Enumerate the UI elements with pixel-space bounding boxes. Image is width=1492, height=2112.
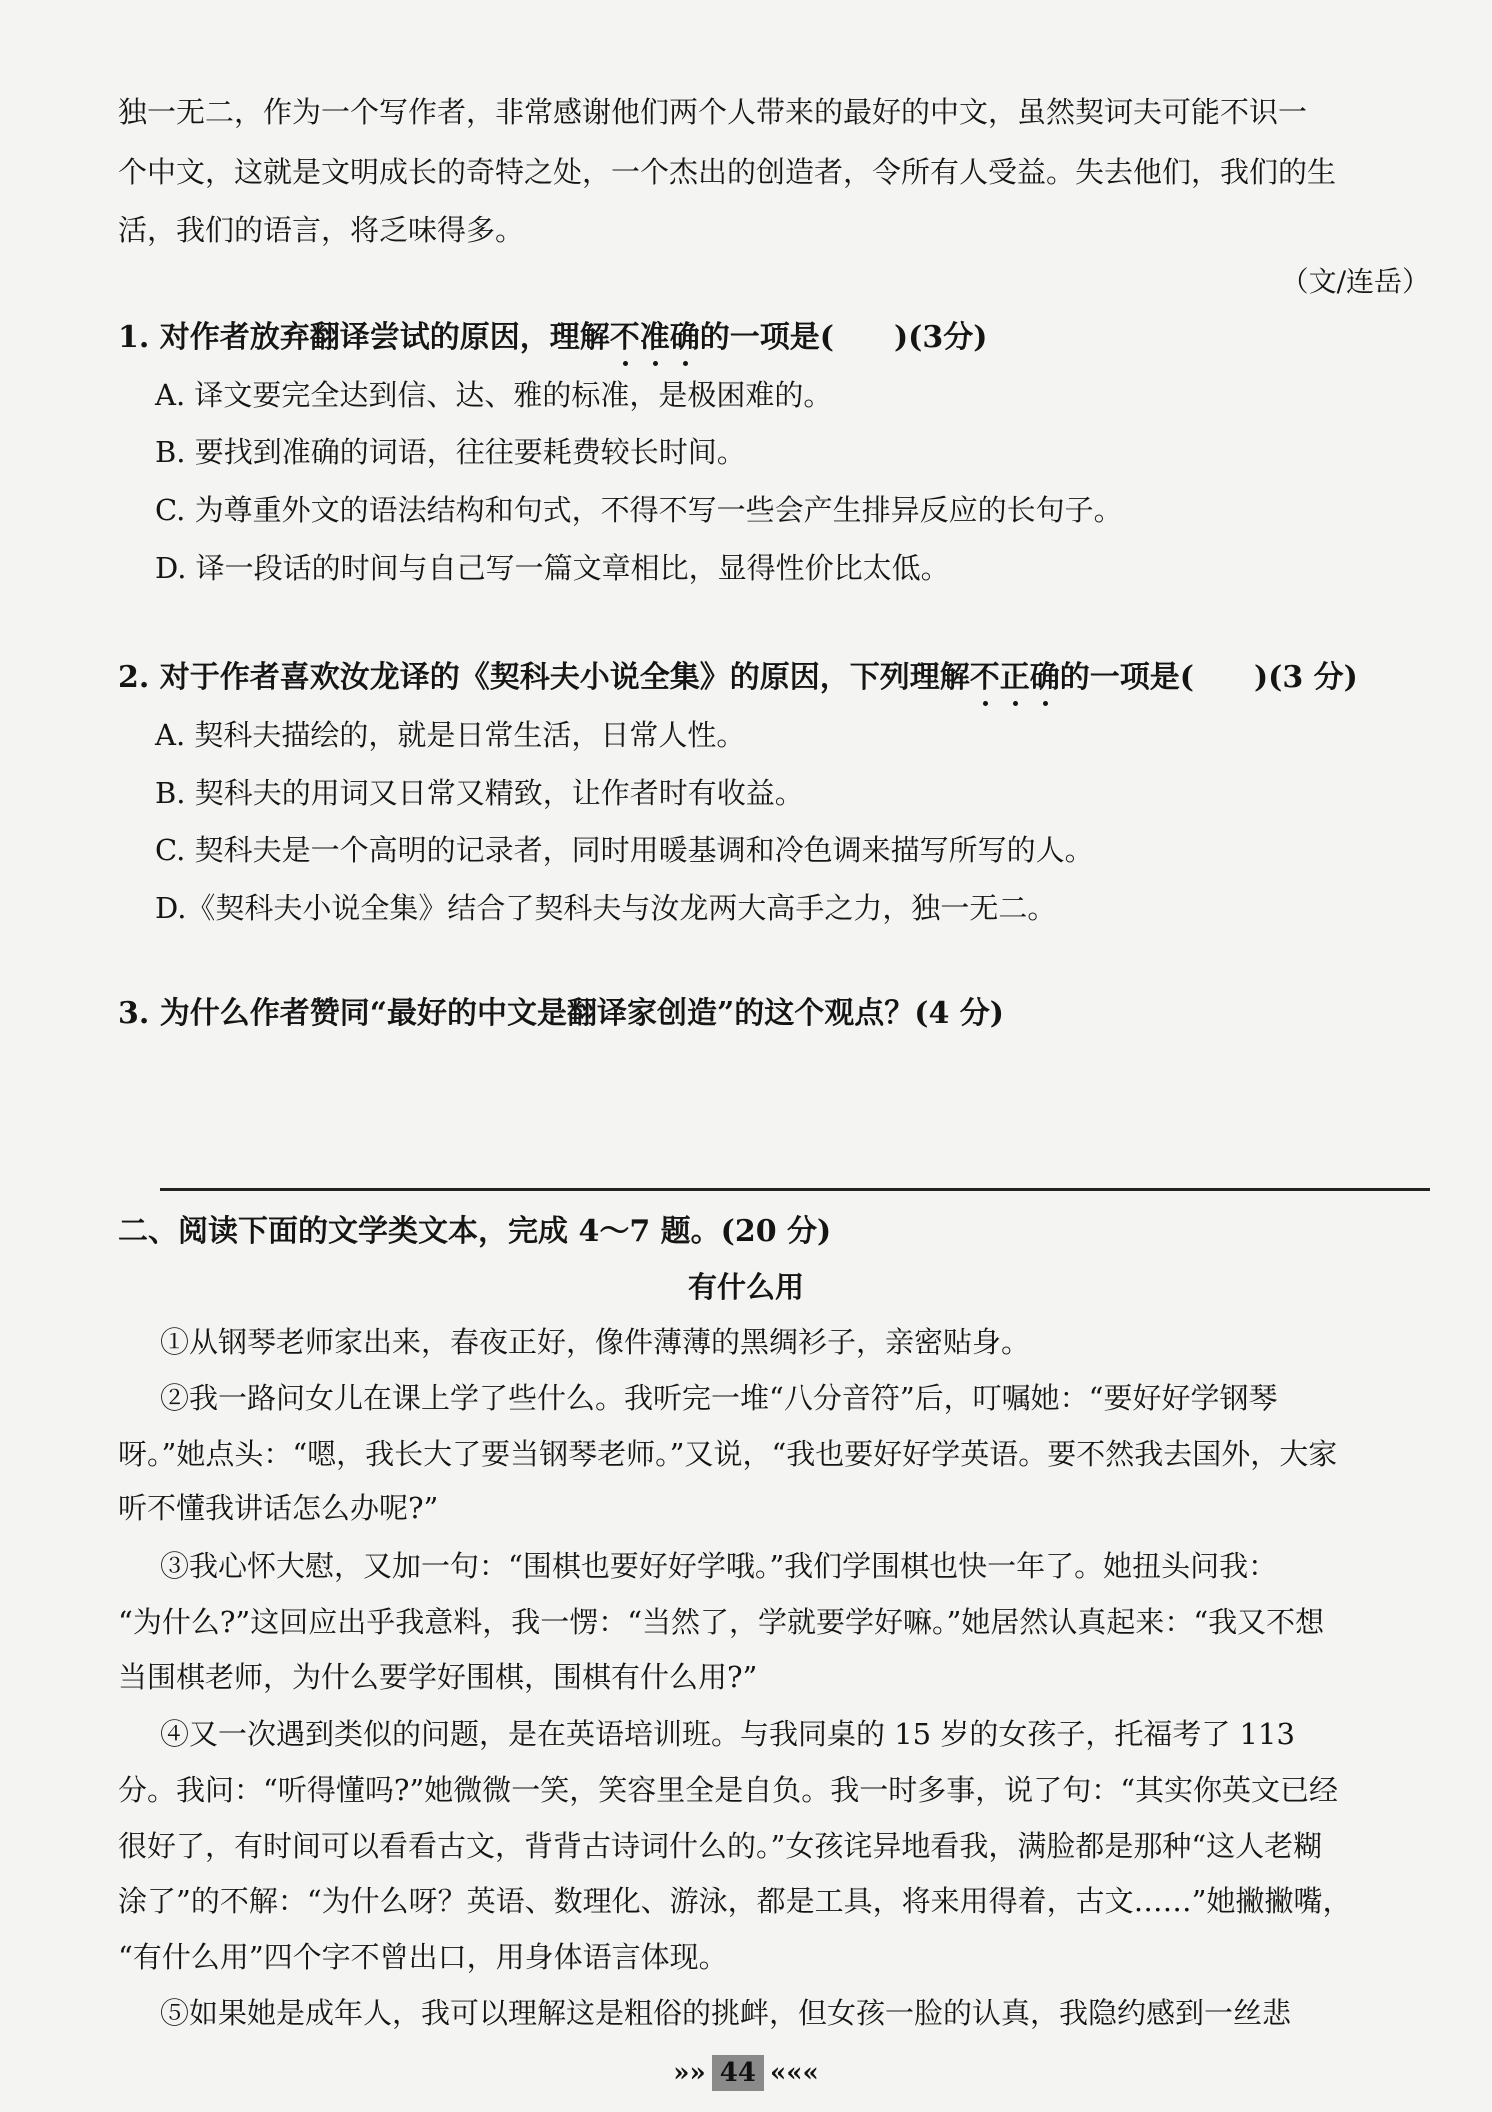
q1-option-a: A. 译文要完全达到信、达、雅的标准，是极困难的。 xyxy=(155,378,833,412)
paragraph-line: 独一无二，作为一个写作者，非常感谢他们两个人带来的最好的中文，虽然契诃夫可能不识一 xyxy=(118,95,1308,129)
page-footer xyxy=(0,2055,1492,2091)
question-3: 3. 为什么作者赞同“最好的中文是翻译家创造”的这个观点？(4 分) xyxy=(118,996,1004,1031)
article-line: 很好了，有时间可以看看古文，背背古诗词什么的。”女孩诧异地看我，满脸都是那种“这人老糊 xyxy=(118,1829,1323,1863)
question-2 xyxy=(118,658,1358,698)
article-title: 有什么用 xyxy=(687,1270,804,1304)
article-line: 当围棋老师，为什么要学好围棋，围棋有什么用?” xyxy=(118,1660,758,1694)
author-credit: （文/连岳） xyxy=(1280,265,1430,298)
article-line: ⑤如果她是成年人，我可以理解这是粗俗的挑衅，但女孩一脸的认真，我隐约感到一丝悲 xyxy=(160,1996,1292,2030)
footer-arrows-left: »» xyxy=(673,2058,706,2088)
page-number: 44 xyxy=(712,2055,764,2091)
q1-option-c: C. 为尊重外文的语法结构和句式，不得不写一些会产生排异反应的长句子。 xyxy=(155,493,1123,527)
article-line: 涂了”的不解：“为什么呀？英语、数理化、游泳，都是工具，将来用得着，古文……”她撇撇嘴， xyxy=(118,1884,1352,1918)
paragraph-line: 个中文，这就是文明成长的奇特之处，一个杰出的创造者，令所有人受益。失去他们，我们的生 xyxy=(118,155,1337,189)
article-line: ④又一次遇到类似的问题，是在英语培训班。与我同桌的 15 岁的女孩子，托福考了 113 xyxy=(160,1717,1295,1751)
q2-option-a: A. 契科夫描绘的，就是日常生活，日常人性。 xyxy=(155,718,746,752)
emphasis-char: 确 xyxy=(670,318,700,358)
footer-arrows-right: ««« xyxy=(769,2058,819,2088)
q1-option-d: D. 译一段话的时间与自己写一篇文章相比，显得性价比太低。 xyxy=(155,551,950,585)
section-heading: 二、阅读下面的文学类文本，完成 4～7 题。(20 分) xyxy=(118,1214,832,1249)
article-line: “有什么用”四个字不曾出口，用身体语言体现。 xyxy=(118,1940,728,1974)
emphasis-char: 不 xyxy=(970,658,1000,698)
question-1 xyxy=(118,318,987,358)
article-line: ②我一路问女儿在课上学了些什么。我听完一堆“八分音符”后，叮嘱她：“要好好学钢琴 xyxy=(160,1381,1278,1415)
question-1-text: 1. 对作者放弃翻译尝试的原因，理解 xyxy=(118,320,610,355)
article-line: 分。我问：“听得懂吗?”她微微一笑，笑容里全是自负。我一时多事，说了句：“其实你英文已经 xyxy=(118,1773,1339,1807)
emphasis-char: 不 xyxy=(610,318,640,358)
paragraph-line: 活，我们的语言，将乏味得多。 xyxy=(118,213,525,247)
q2-option-d: D.《契科夫小说全集》结合了契科夫与汝龙两大高手之力，独一无二。 xyxy=(155,891,1057,925)
question-1-text-end: 的一项是( )(3分) xyxy=(699,320,988,355)
emphasis-char: 正 xyxy=(1000,658,1030,698)
article-line: ①从钢琴老师家出来，春夜正好，像件薄薄的黑绸衫子，亲密贴身。 xyxy=(160,1325,1031,1359)
article-line: 呀。”她点头：“嗯，我长大了要当钢琴老师。”又说，“我也要好好学英语。要不然我去国外，大家 xyxy=(118,1437,1338,1471)
emphasis-char: 准 xyxy=(640,318,670,358)
q1-option-b: B. 要找到准确的词语，往往要耗费较长时间。 xyxy=(155,435,746,469)
q2-option-c: C. 契科夫是一个高明的记录者，同时用暖基调和冷色调来描写所写的人。 xyxy=(155,833,1094,867)
article-line: “为什么?”这回应出乎我意料，我一愣：“当然了，学就要学好嘛。”她居然认真起来：“我又不想 xyxy=(118,1605,1325,1639)
emphasis-char: 确 xyxy=(1030,658,1060,698)
article-line: ③我心怀大慰，又加一句：“围棋也要好好学哦。”我们学围棋也快一年了。她扭头问我： xyxy=(160,1549,1278,1583)
question-2-text: 2. 对于作者喜欢汝龙译的《契科夫小说全集》的原因，下列理解 xyxy=(118,660,970,695)
article-line: 听不懂我讲话怎么办呢?” xyxy=(118,1491,439,1525)
section-divider xyxy=(160,1188,1430,1191)
question-2-text-end: 的一项是( )(3 分) xyxy=(1059,660,1358,695)
q2-option-b: B. 契科夫的用词又日常又精致，让作者时有收益。 xyxy=(155,776,804,810)
